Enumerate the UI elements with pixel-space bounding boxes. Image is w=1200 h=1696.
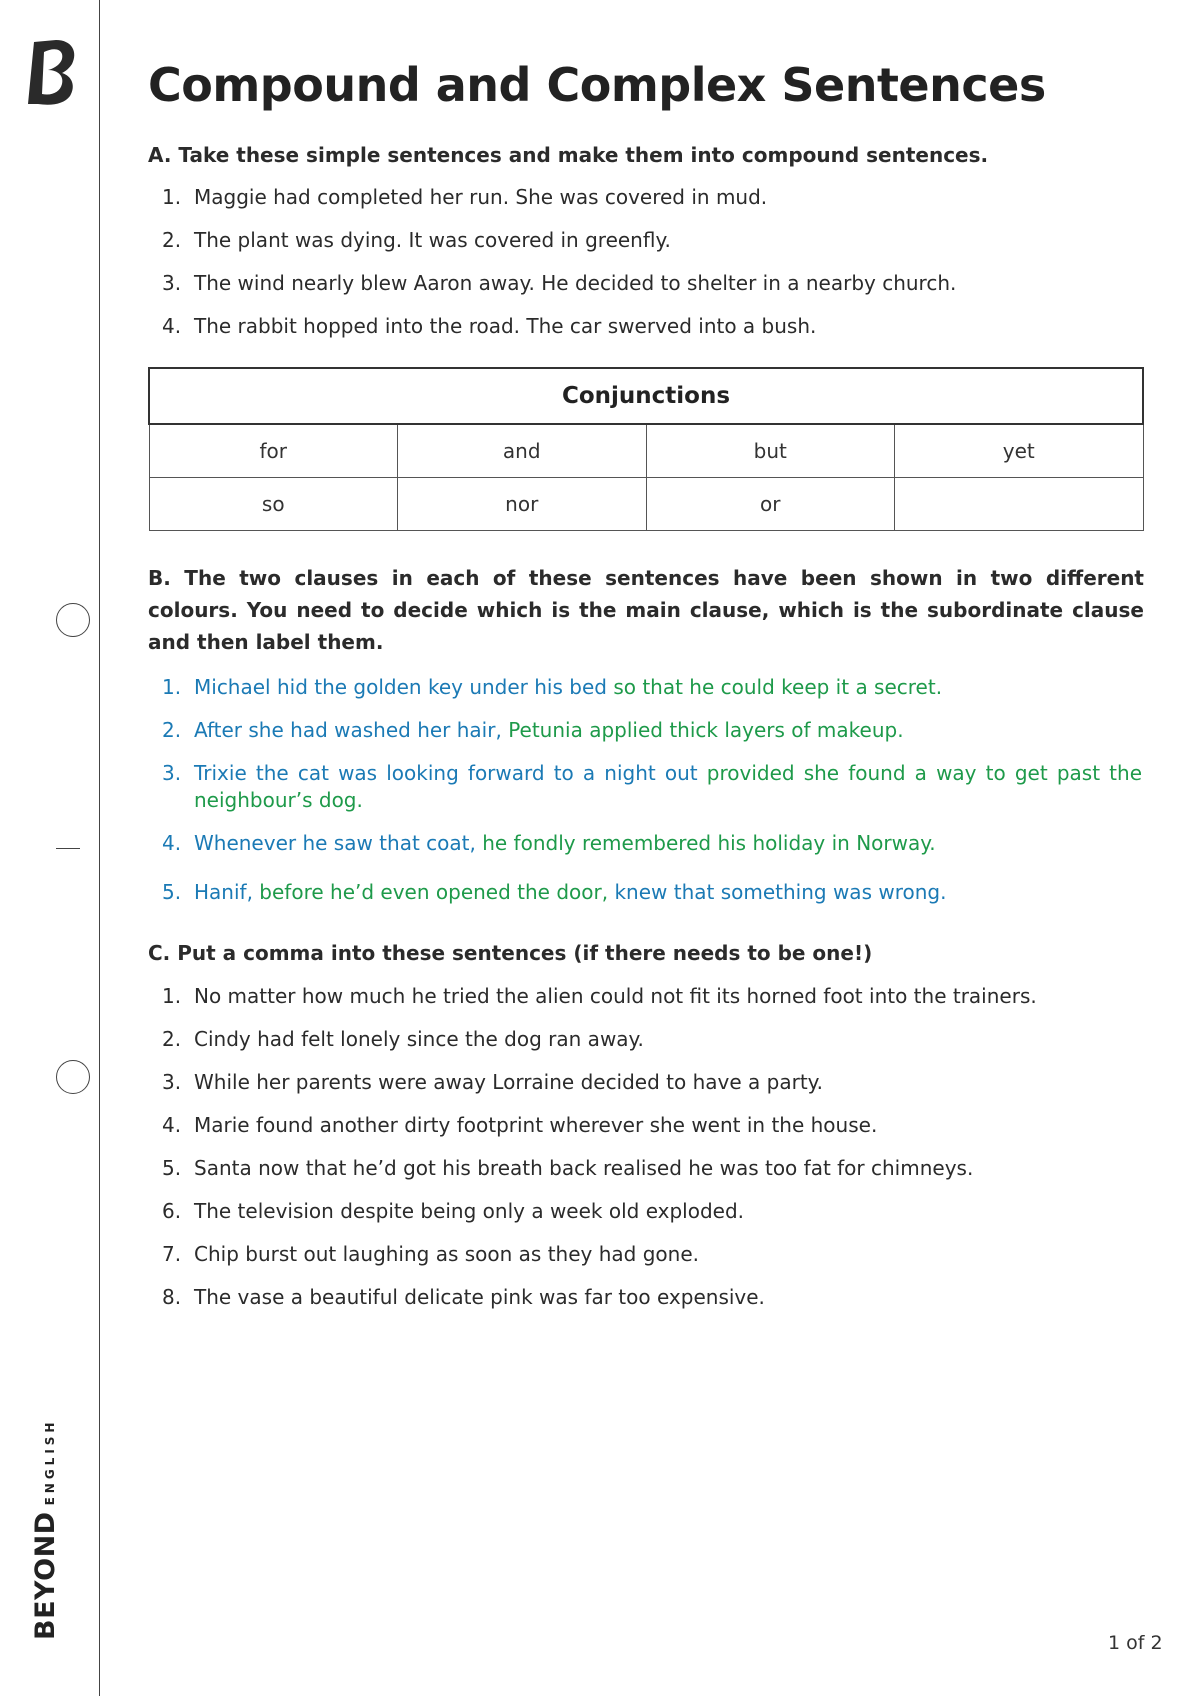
clause: so that he could keep it a secret. — [613, 675, 943, 699]
conjunctions-table — [148, 367, 1144, 531]
list-item: 2. Cindy had felt lonely since the dog ran away. — [162, 1027, 644, 1051]
clause: After she had washed her hair, — [194, 718, 509, 742]
list-item: 3. The wind nearly blew Aaron away. He decided to shelter in a nearby church. — [162, 271, 957, 295]
list-item: 3. Trixie the cat was looking forward to a night out provided she found a way to get past the neighbour’s dog. — [162, 761, 1142, 812]
beyond-b-logo-icon — [26, 38, 78, 106]
section-a-heading: A. Take these simple sentences and make them into compound sentences. — [148, 143, 989, 167]
table-row — [149, 478, 1143, 531]
table-cell: nor — [398, 478, 647, 531]
list-item: 8. The vase a beautiful delicate pink was far too expensive. — [162, 1285, 765, 1309]
list-item: 2. The plant was dying. It was covered in greenfly. — [162, 228, 671, 252]
section-b-heading: B. The two clauses in each of these sentences have been shown in two different colours. You need to decide which is the main clause, which is the subordinate clause and then label them. — [148, 566, 1144, 654]
list-item: 1. No matter how much he tried the alien could not fit its horned foot into the trainers. — [162, 984, 1037, 1008]
list-item: 1. Maggie had completed her run. She was covered in mud. — [162, 185, 768, 209]
list-item: 5. Santa now that he’d got his breath back realised he was too fat for chimneys. — [162, 1156, 974, 1180]
list-item: 7. Chip burst out laughing as soon as they had gone. — [162, 1242, 699, 1266]
clause: Petunia applied thick layers of makeup. — [508, 718, 904, 742]
table-cell: and — [398, 424, 647, 478]
list-item: 1. Michael hid the golden key under his bed so that he could keep it a secret. — [162, 675, 943, 699]
clause: Whenever he saw that coat, — [194, 831, 483, 855]
section-c-heading: C. Put a comma into these sentences (if there needs to be one!) — [148, 941, 873, 965]
table-cell: or — [646, 478, 895, 531]
conjunctions-header: Conjunctions — [149, 368, 1143, 424]
table-row — [149, 424, 1143, 478]
list-item: 2. After she had washed her hair, Petunia applied thick layers of makeup. — [162, 718, 904, 742]
brand-sub: ENGLISH — [43, 1418, 57, 1506]
brand-wordmark — [30, 1419, 61, 1640]
clause: knew that something was wrong. — [614, 880, 947, 904]
punch-hole-icon — [56, 1060, 90, 1094]
table-cell: so — [149, 478, 398, 531]
clause: before he’d even opened the door, — [259, 880, 615, 904]
section-b-list — [162, 674, 1142, 906]
page-number: 1 of 2 — [1108, 1632, 1163, 1654]
table-cell: for — [149, 424, 398, 478]
list-item: 4. Marie found another dirty footprint wherever she went in the house. — [162, 1113, 878, 1137]
page-title: Compound and Complex Sentences — [148, 58, 1046, 112]
brand-name: BEYOND — [30, 1511, 61, 1640]
list-item: 6. The television despite being only a week old exploded. — [162, 1199, 745, 1223]
clause: Michael hid the golden key under his bed — [194, 675, 614, 699]
fold-mark — [56, 848, 80, 849]
clause: provided she found a way to get past the neighbour’s dog. — [194, 761, 1142, 812]
margin-line — [99, 0, 100, 1696]
section-a-list — [162, 184, 1142, 340]
section-c-list — [162, 983, 1142, 1311]
clause: he fondly remembered his holiday in Norway. — [482, 831, 936, 855]
table-cell: yet — [895, 424, 1144, 478]
list-item: 3. While her parents were away Lorraine decided to have a party. — [162, 1070, 824, 1094]
list-item: 5. Hanif, before he’d even opened the door, knew that something was wrong. — [162, 880, 947, 904]
list-item: 4. The rabbit hopped into the road. The car swerved into a bush. — [162, 314, 817, 338]
table-cell: but — [646, 424, 895, 478]
table-cell — [895, 478, 1144, 531]
punch-hole-icon — [56, 603, 90, 637]
clause: Hanif, — [194, 880, 260, 904]
clause: Trixie the cat was looking forward to a night out — [194, 761, 707, 785]
list-item: 4. Whenever he saw that coat, he fondly remembered his holiday in Norway. — [162, 831, 936, 855]
